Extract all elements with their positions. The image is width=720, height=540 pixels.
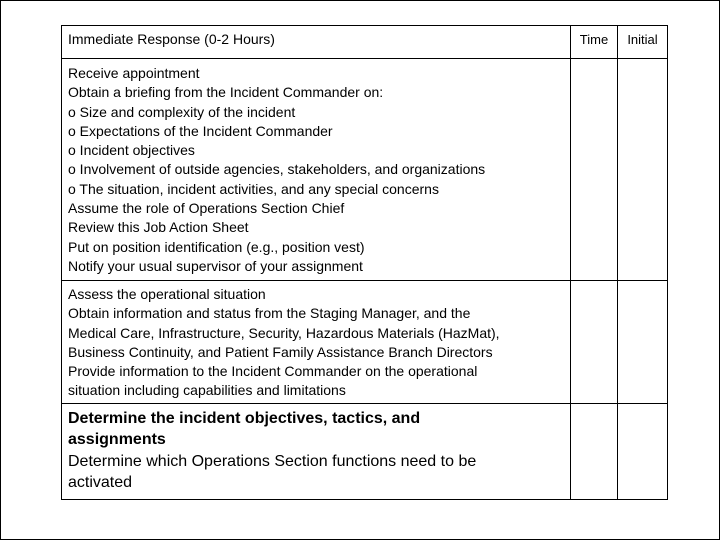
task-line: Put on position identification (e.g., position vest): [68, 238, 365, 255]
task-line: Obtain a briefing from the Incident Commander on:: [68, 84, 384, 101]
task-line: o The situation, incident activities, and any special concerns: [68, 180, 439, 197]
task-line: Medical Care, Infrastructure, Security, Hazardous Materials (HazMat),: [68, 324, 500, 341]
task-line: o Incident objectives: [68, 142, 195, 159]
section-heading: Assess the operational situation: [68, 286, 266, 302]
task-row-determine-objectives: [62, 403, 668, 499]
time-column-header: Time: [571, 26, 618, 59]
task-line: Review this Job Action Sheet: [68, 219, 249, 236]
section-heading: Receive appointment: [68, 65, 200, 81]
section-heading: Determine the incident objectives, tactics, and: [68, 409, 421, 427]
section-heading: assignments: [68, 431, 166, 449]
task-line: Notify your usual supervisor of your assignment: [68, 257, 363, 274]
task-line: o Involvement of outside agencies, stakeholders, and organizations: [68, 161, 486, 178]
time-entry-cell[interactable]: [571, 403, 618, 499]
task-line: activated: [68, 474, 133, 492]
initial-entry-cell[interactable]: [618, 59, 668, 281]
table-header-row: [62, 26, 668, 59]
time-entry-cell[interactable]: [571, 281, 618, 404]
task-line: o Size and complexity of the incident: [68, 103, 296, 120]
task-cell: [62, 59, 571, 281]
task-line: Business Continuity, and Patient Family Assistance Branch Directors: [68, 343, 493, 360]
task-line: Determine which Operations Section functions need to be: [68, 452, 477, 470]
initial-column-header: Initial: [618, 26, 668, 59]
task-cell: [62, 281, 571, 404]
initial-entry-cell[interactable]: [618, 403, 668, 499]
job-action-sheet-table: [61, 25, 668, 500]
task-line: Assume the role of Operations Section Chief: [68, 200, 345, 217]
table-title: Immediate Response (0-2 Hours): [62, 26, 571, 59]
initial-entry-cell[interactable]: [618, 281, 668, 404]
task-cell: [62, 403, 571, 499]
task-line: Obtain information and status from the Staging Manager, and the: [68, 305, 471, 322]
task-row-receive-appointment: [62, 59, 668, 281]
task-line: situation including capabilities and limitations: [68, 382, 346, 399]
time-entry-cell[interactable]: [571, 59, 618, 281]
task-line: o Expectations of the Incident Commander: [68, 122, 333, 139]
task-line: Provide information to the Incident Commander on the operational: [68, 363, 478, 380]
task-row-assess-situation: [62, 281, 668, 404]
